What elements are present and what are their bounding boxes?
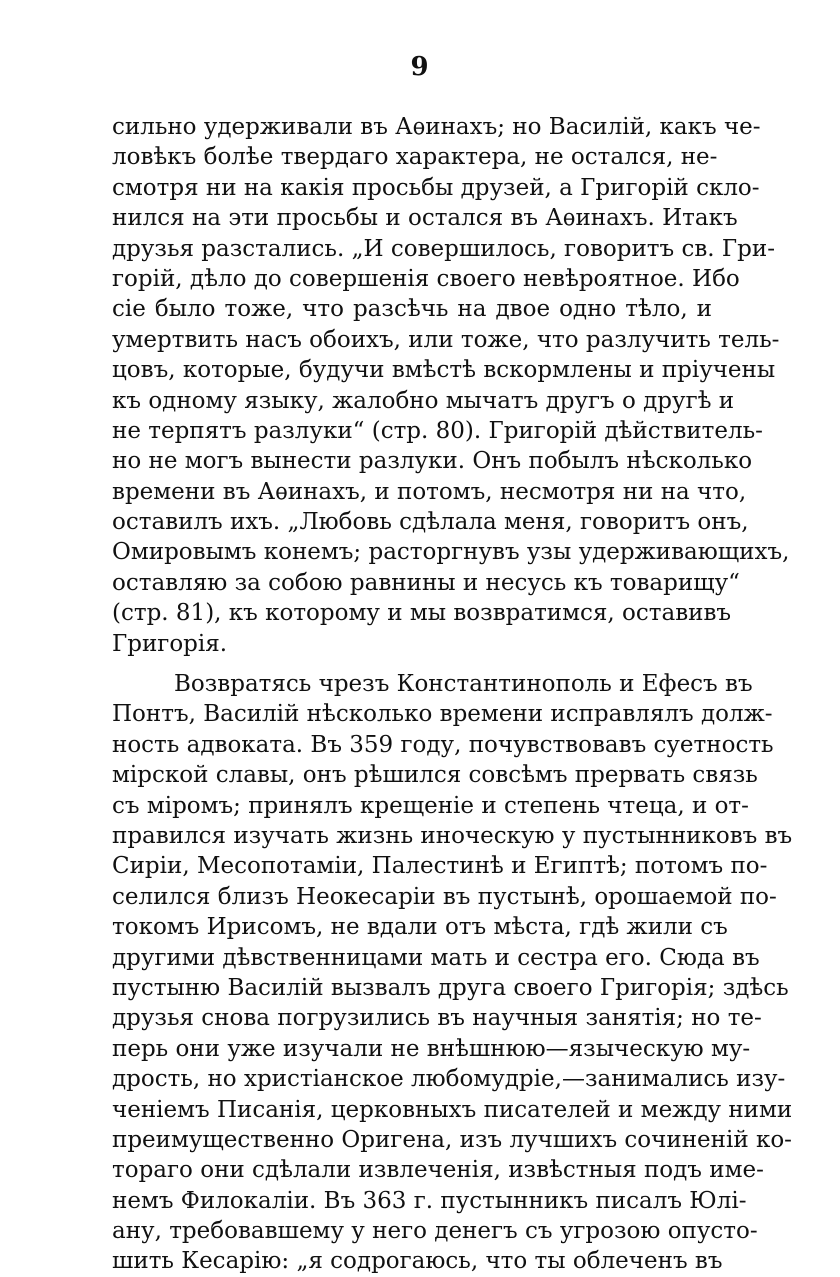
text-line: тораго они сдѣлали извлеченія, извѣстныя подъ име- <box>112 1157 764 1184</box>
text-line: ловѣкъ болѣе твердаго характера, не остался, не- <box>112 144 718 171</box>
page-number: 9 <box>410 52 430 82</box>
text-line: Сиріи, Месопотаміи, Палестинѣ и Египтѣ; потомъ по- <box>112 853 768 880</box>
text-line: оставилъ ихъ. „Любовь сдѣлала меня, говоритъ онъ, <box>112 509 749 536</box>
paragraph-1 <box>112 112 790 659</box>
text-line: друзья разстались. „И совершилось, говоритъ св. Гри- <box>112 235 775 262</box>
text-line: цовъ, которые, будучи вмѣстѣ вскормлены и пріучены <box>112 357 776 384</box>
text-line: Омировымъ конемъ; расторгнувъ узы удерживающихъ, <box>112 539 790 566</box>
text-line: мірской славы, онъ рѣшился совсѣмъ прервать связь <box>112 762 758 789</box>
text-line: ану, требовавшему у него денегъ съ угрозою опусто- <box>112 1218 758 1245</box>
body-text <box>112 112 793 1277</box>
text-line: съ міромъ; принялъ крещеніе и степень чтеца, и от- <box>112 792 749 819</box>
text-line: пустыню Василій вызвалъ друга своего Григорія; здѣсь <box>112 974 789 1001</box>
text-line: (стр. 81), къ которому и мы возвратимся, оставивъ <box>112 600 732 627</box>
text-line: ность адвоката. Въ 359 году, почувствовавъ суетность <box>112 731 774 758</box>
text-line: преимущественно Оригена, изъ лучшихъ сочиненій ко- <box>112 1126 792 1153</box>
text-line: смотря ни на какія просьбы друзей, а Григорій скло- <box>112 174 760 201</box>
text-line: нился на эти просьбы и остался въ Аѳинахъ. Итакъ <box>112 205 738 232</box>
text-line: ченіемъ Писанія, церковныхъ писателей и между ними <box>112 1096 793 1123</box>
text-line: немъ Филокаліи. Въ 363 г. пустынникъ писалъ Юлі- <box>112 1187 747 1214</box>
text-line: другими дѣвственницами мать и сестра его. Сюда въ <box>112 944 760 971</box>
text-line: друзья снова погрузились въ научныя занятія; но те- <box>112 1005 762 1032</box>
text-line: сильно удерживали въ Аѳинахъ; но Василій, какъ че- <box>112 114 761 140</box>
text-line: къ одному языку, жалобно мычатъ другъ о другѣ и <box>112 387 735 414</box>
text-line: токомъ Ирисомъ, не вдали отъ мѣста, гдѣ жили съ <box>112 914 728 941</box>
paragraph-gap <box>112 659 712 669</box>
text-line: Возвратясь чрезъ Константинополь и Ефесъ въ <box>174 671 753 698</box>
text-line: правился изучать жизнь иноческую у пустынниковъ въ <box>112 822 793 849</box>
text-line: но не могъ вынести разлуки. Онъ побылъ нѣсколько <box>112 448 753 475</box>
text-line: оставляю за собою равнины и несусь къ товарищу“ <box>112 569 740 596</box>
paragraph-2 <box>112 669 793 1277</box>
text-line: не терпятъ разлуки“ (стр. 80). Григорій дѣйствитель- <box>112 417 763 444</box>
text-line: дрость, но христіанское любомудріе,—занимались изу- <box>112 1066 786 1093</box>
text-line: сіе было тоже, что разсѣчь на двое одно тѣло, и <box>112 296 712 323</box>
text-line: шить Кесарію: „я содрогаюсь, что ты облеченъ въ <box>112 1248 723 1275</box>
text-line: перь они уже изучали не внѣшнюю—языческую му- <box>112 1035 751 1062</box>
text-line: умертвить насъ обоихъ, или тоже, что разлучить тель- <box>112 326 780 353</box>
text-line: времени въ Аѳинахъ, и потомъ, несмотря ни на что, <box>112 478 747 505</box>
text-line: селился близъ Неокесаріи въ пустынѣ, орошаемой по- <box>112 883 777 910</box>
text-line: горій, дѣло до совершенія своего невѣроятное. Ибо <box>112 265 740 292</box>
text-line: Понтъ, Василій нѣсколько времени исправлялъ долж- <box>112 701 773 728</box>
text-line: Григорія. <box>112 630 228 657</box>
